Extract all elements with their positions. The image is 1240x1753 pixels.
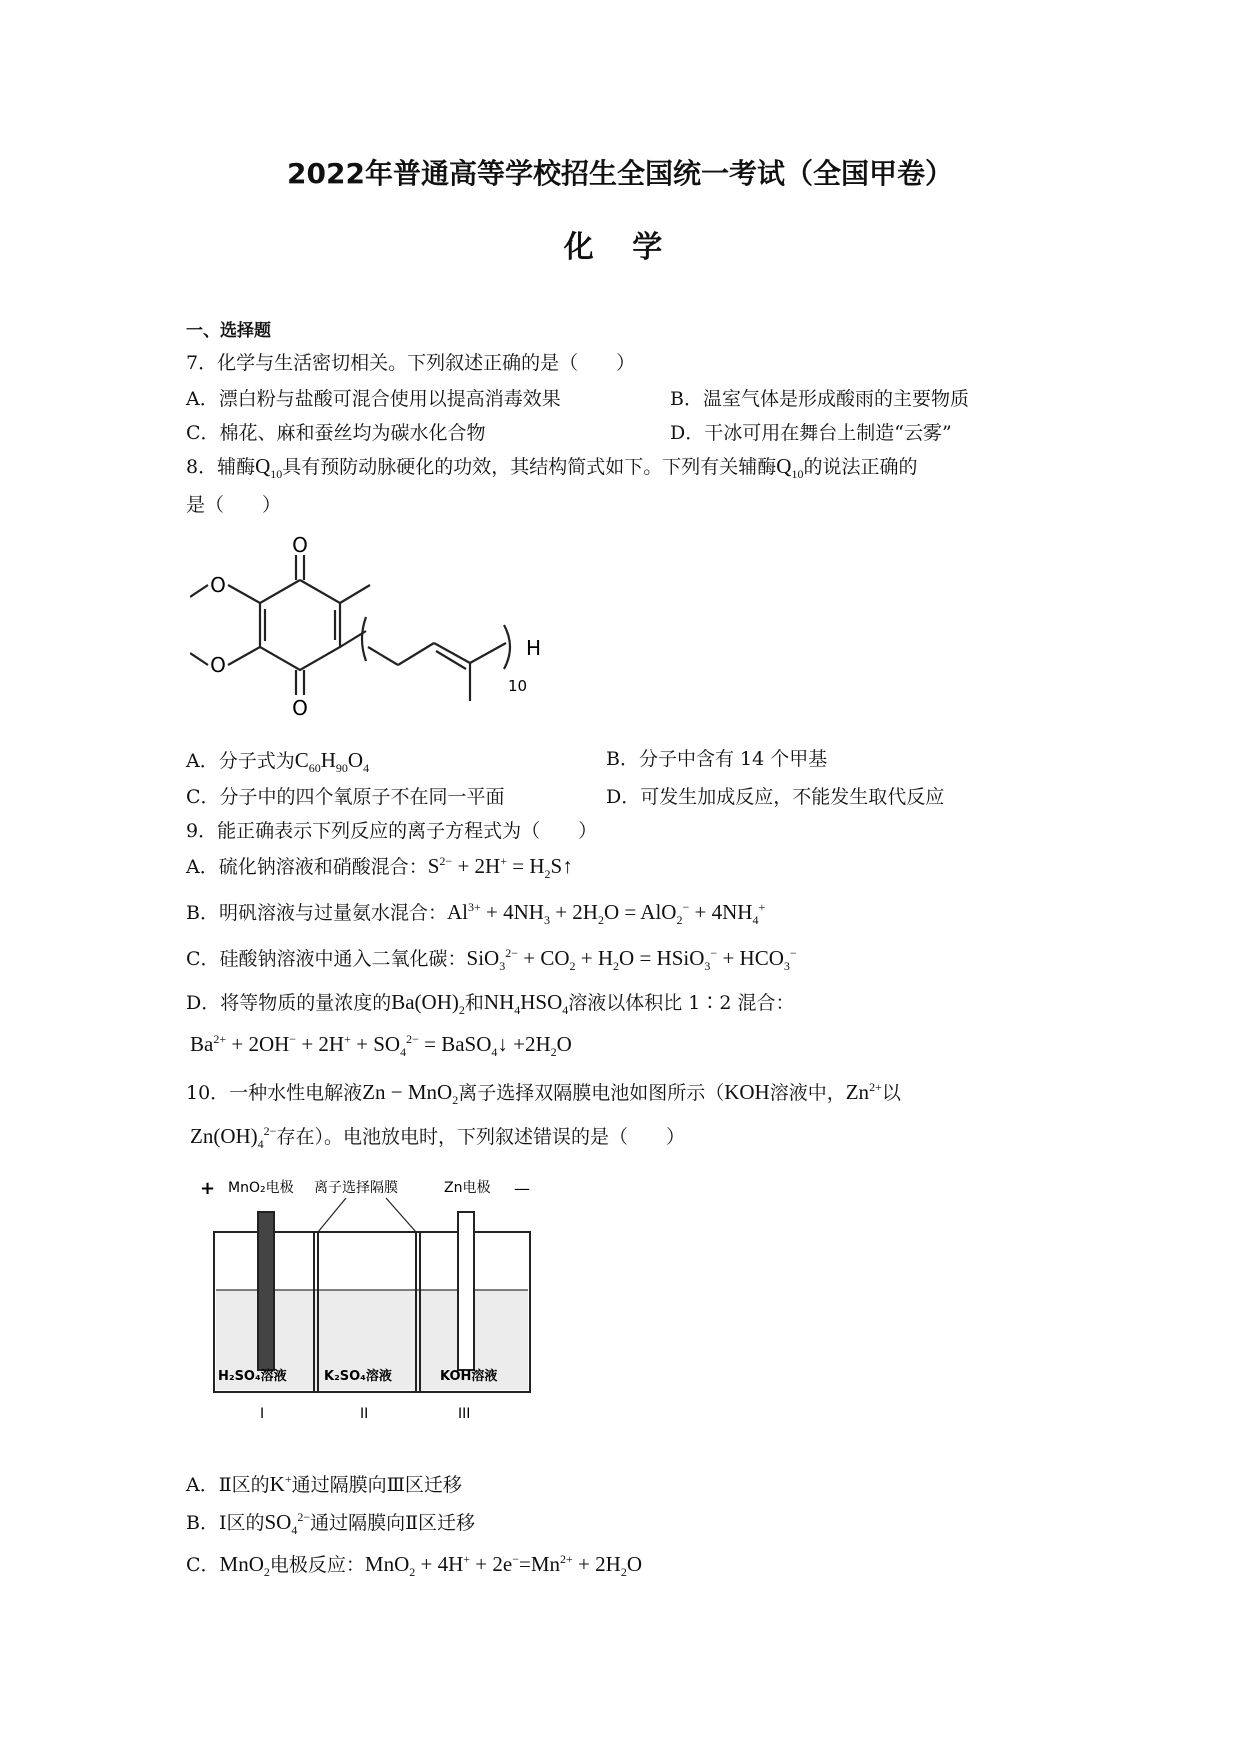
repeat-count-label: 10 [508,677,528,695]
q10-stem-line1: 10．一种水性电解液Zn − MnO$_2$离子选择双隔膜电池如图所示（KOH溶液中，$Zn^{2+}$以 [186,1080,901,1108]
zn-electrode-label: Zn电极 [444,1180,491,1196]
q7-option-a: A．漂白粉与盐酸可混合使用以提高消毒效果 [186,388,561,410]
q10-option-c: C．MnO$_2$电极反应：$MnO_2 + 4H^+ + 2e^-=Mn^{2+} + 2H_2O$ [186,1552,642,1580]
methoxy-oxygen-bottom: O [210,653,226,677]
q9-stem: 9．能正确表示下列反应的离子方程式为（ ） [186,820,598,842]
subject-title: 化 学 [563,230,677,265]
h2so4-solution-label: H₂SO₄溶液 [218,1369,287,1384]
plus-terminal-label: + [200,1178,216,1199]
q9-option-c: C．硅酸钠溶液中通入二氧化碳：$SiO_3^{2-} + CO_2 + H_2O$ = HSiO$_3$− + $HCO_3^-$ [186,946,797,974]
oxygen-top-label: O [292,535,308,557]
q9-option-a: A．硫化钠溶液和硝酸混合：$S^{2-} + 2H^+$ = $H_2S↑$ [186,854,573,882]
q7-option-c: C．棉花、麻和蚕丝均为碳水化合物 [186,422,486,444]
battery-diagram [196,1170,546,1430]
q9-option-b: B．明矾溶液与过量氨水混合：$Al^{3+} + 4NH_3 + 2H_2O = AlO_2^- + 4NH_4^+$ [186,900,766,928]
q9-option-d: D．将等物质的量浓度的$Ba(OH)_2$和$NH_4HSO_4$溶液以体积比 1∶2 混合： [186,990,795,1018]
q8-stem-line2: 是（ ） [186,494,282,516]
koh-solution-label: KOH溶液 [440,1369,498,1384]
q10-option-b: B．Ⅰ区的$SO_4^{2-}$通过隔膜向Ⅱ区迁移 [186,1510,476,1538]
q8-option-b: B．分子中含有 14 个甲基 [606,748,828,770]
q7-option-b: B．温室气体是形成酸雨的主要物质 [670,388,969,410]
q8-option-c: C．分子中的四个氧原子不在同一平面 [186,786,505,808]
hydrogen-label: H [526,636,542,660]
q8-stem-line1: 8．辅酶$Q_{10}$具有预防动脉硬化的功效，其结构简式如下。下列有关辅酶$Q_{10}$的说法正确的 [186,454,918,482]
k2so4-solution-label: K₂SO₄溶液 [324,1369,392,1384]
methoxy-oxygen-top: O [210,573,226,597]
exam-title: 2022年普通高等学校招生全国统一考试（全国甲卷） [287,157,953,190]
membrane-label: 离子选择隔膜 [314,1180,398,1196]
q8-option-a: A．分子式为$C_{60}H_{90}O_4$ [186,748,370,776]
q9-option-d-equation: $Ba^{2+} + 2OH^- + 2H^+ + SO_4^{2-}$ = BaSO$_4$↓ $+2H_2O$ [190,1032,572,1060]
section-title: 一、选择题 [186,321,271,341]
oxygen-bottom-label: O [292,696,308,720]
q7-option-d: D．干冰可用在舞台上制造“云雾” [670,422,952,444]
coenzyme-q10-structure [190,535,570,735]
q7-stem: 7．化学与生活密切相关。下列叙述正确的是（ ） [186,352,636,374]
zone-1-label: I [260,1406,265,1422]
minus-terminal-label: — [514,1179,530,1198]
q10-stem-line2: $Zn(OH)_4^{2-}$存在）。电池放电时，下列叙述错误的是（ ） [190,1124,685,1152]
q8-option-d: D．可发生加成反应，不能发生取代反应 [606,786,945,808]
q10-option-a: A．Ⅱ区的K+通过隔膜向Ⅲ区迁移 [186,1472,462,1496]
zone-3-label: III [458,1406,471,1422]
mno2-electrode-label: MnO₂电极 [228,1180,294,1196]
zone-2-label: II [360,1406,369,1422]
